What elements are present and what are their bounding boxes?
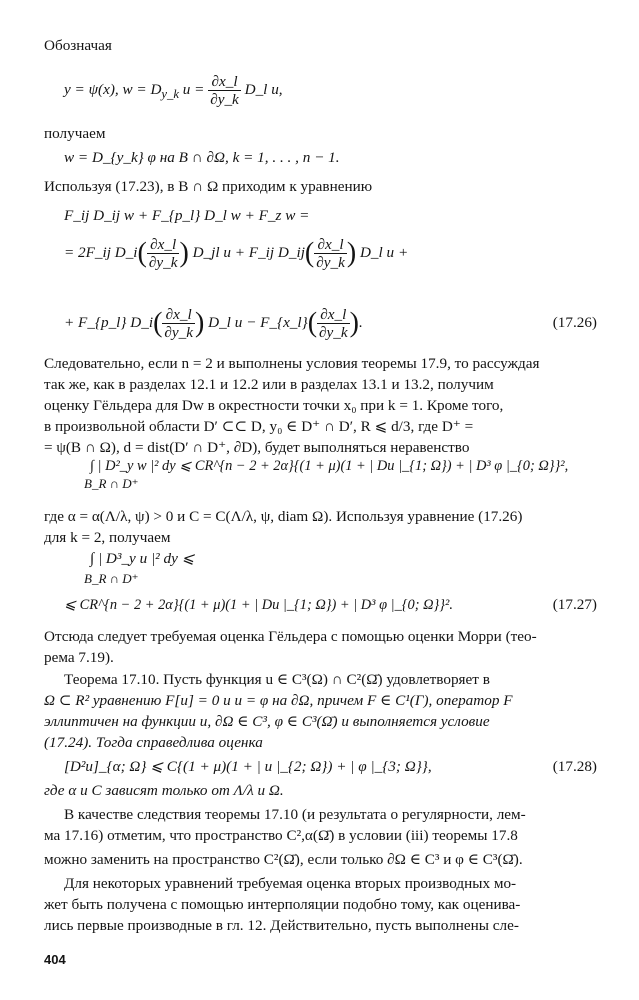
- denominator: ∂y_k: [148, 254, 178, 271]
- integral: ∫ | D³_y u |² dy ⩽: [90, 550, 195, 567]
- text-line: В качестве следствия теоремы 17.10 (и результата о регулярности, лем-: [64, 806, 526, 823]
- text-line: оценку Гёльдера для Dw в окрестности точки x₀ при k = 1. Кроме того,: [44, 397, 504, 414]
- denominator: ∂y_k: [316, 254, 345, 271]
- text-line: где α = α(Λ/λ, ψ) > 0 и C = C(Λ/λ, ψ, diam Ω). Используя уравнение (17.26): [44, 508, 523, 525]
- text-line: рема 7.19).: [44, 649, 114, 666]
- estimate-equation: [D²u]_{α; Ω} ⩽ C{(1 + μ)(1 + | u |_{2; Ω}) + | φ |_{3; Ω}},: [64, 758, 432, 775]
- equation-substitution: [64, 73, 283, 108]
- theorem-line: (17.24). Тогда справедлива оценка: [44, 734, 263, 751]
- eq-part: D_l u +: [356, 243, 409, 261]
- equation-boundary: w = D_{y_k} φ на B ∩ ∂Ω, k = 1, . . . , n − 1.: [64, 149, 340, 166]
- eq-part: D_l u − F_{x_l}: [204, 313, 308, 331]
- fraction: [147, 236, 180, 271]
- page-number: 404: [44, 952, 66, 967]
- eq-part: y_k: [161, 87, 179, 102]
- text-line: в произвольной области D′ ⊂⊂ D, y₀ ∈ D⁺ ∩ D′, R ⩽ d/3, где D⁺ =: [44, 418, 474, 435]
- equation-line: F_ij D_ij w + F_{p_l} D_l w + F_z w =: [64, 207, 310, 224]
- eq-part: + F_{p_l} D_i: [64, 313, 154, 331]
- theorem-line: Ω ⊂ R² уравнению F[u] = 0 и u = φ на ∂Ω, причем F ∈ C¹(Γ), оператор F: [44, 692, 513, 709]
- text-line: Обозначая: [44, 37, 112, 54]
- theorem-line: эллиптичен на функции u, ∂Ω ∈ C³, φ ∈ C³(Ω̄) и выполняется условие: [44, 713, 490, 730]
- eq-part: .: [358, 313, 363, 331]
- equation-number: (17.28): [552, 758, 597, 775]
- equation-number: (17.27): [552, 596, 597, 613]
- text-line: = ψ(B ∩ Ω), d = dist(D′ ∩ D⁺, ∂D), будет выполняться неравенство: [44, 439, 470, 456]
- equation-line: = 2F_ij D_i( $\frac{\partial x\_l}{\partial y\_k}$ ) D_jl u + F_ij D_ij( $\frac{\partial x\_l}{\partial y\_k}$ ) D_l u +: [64, 236, 409, 271]
- eq-part: u =: [178, 80, 209, 98]
- numerator: ∂x_l: [150, 236, 177, 253]
- numerator: ∂x_l: [317, 236, 344, 253]
- text-line: Отсюда следует требуемая оценка Гёльдера с помощью оценки Морри (тео-: [44, 628, 537, 645]
- numerator: ∂x_l: [211, 73, 238, 90]
- text-line: для k = 2, получаем: [44, 529, 171, 546]
- fraction: [208, 73, 241, 108]
- eq-part: y = ψ(x), w = D: [64, 80, 162, 98]
- text-line: ма 17.16) отметим, что пространство C²,α(Ω̄) в условии (iii) теоремы 17.8: [44, 827, 518, 844]
- fraction: [162, 306, 195, 341]
- eq-part: D_l u,: [240, 80, 283, 98]
- denominator: ∂y_k: [210, 91, 239, 108]
- fraction: [317, 306, 350, 341]
- numerator: ∂x_l: [165, 306, 192, 323]
- theorem-line: Теорема 17.10. Пусть функция u ∈ C³(Ω) ∩ C²(Ω̄) удовлетворяет в: [64, 671, 490, 688]
- inequality: ⩽ CR^{n − 2 + 2α}{(1 + μ)(1 + | Du |_{1; Ω}) + | D³ φ |_{0; Ω}}².: [64, 597, 453, 613]
- fraction: [314, 236, 347, 271]
- numerator: ∂x_l: [320, 306, 347, 323]
- equation-number: (17.26): [552, 314, 597, 331]
- text-line: жет быть получена с помощью интерполяции подобно тому, как оценива-: [44, 896, 521, 913]
- text-line: получаем: [44, 125, 106, 142]
- text-line: лись первые производные в гл. 12. Действительно, пусть выполнены сле-: [44, 917, 519, 934]
- equation-line: + F_{p_l} D_i( $\frac{\partial x\_l}{\partial y\_k}$ ) D_l u − F_{x_l}( $\frac{\partial x\_l}{\partial y\_k}$ ).: [64, 306, 363, 341]
- inequality: ∫ | D²_y w |² dy ⩽ CR^{n − 2 + 2α}{(1 + μ)(1 + | Du |_{1; Ω}) + | D³ φ |_{0; Ω}}²,: [90, 458, 569, 474]
- eq-part: = 2F_ij D_i: [64, 243, 138, 261]
- integral-domain: B_R ∩ D⁺: [84, 476, 139, 491]
- text-line: Для некоторых уравнений требуемая оценка вторых производных мо-: [64, 875, 517, 892]
- text-line: Следовательно, если n = 2 и выполнены условия теоремы 17.9, то рассуждая: [44, 355, 540, 372]
- integral-domain: B_R ∩ D⁺: [84, 571, 139, 586]
- theorem-line: где α и C зависят только от Λ/λ и Ω.: [44, 782, 284, 799]
- denominator: ∂y_k: [319, 324, 348, 341]
- text-line: Используя (17.23), в B ∩ Ω приходим к уравнению: [44, 178, 373, 195]
- denominator: ∂y_k: [164, 324, 193, 341]
- text-line: так же, как в разделах 12.1 и 12.2 или в разделах 13.1 и 13.2, получим: [44, 376, 494, 393]
- text-line: можно заменить на пространство C²(Ω̄), если только ∂Ω ∈ C³ и φ ∈ C³(Ω̄).: [44, 851, 523, 868]
- eq-part: D_jl u + F_ij D_ij: [188, 243, 305, 261]
